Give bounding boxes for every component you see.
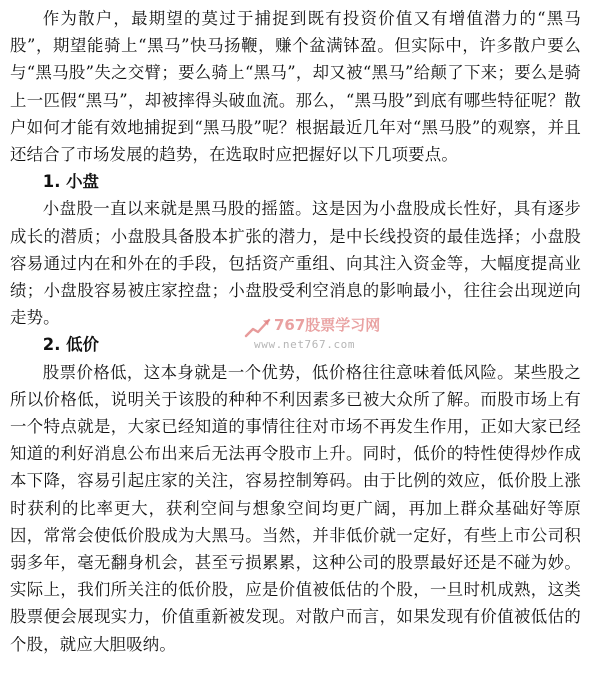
section-2-body: 股票价格低，这本身就是一个优势，低价格往往意味着低风险。某些股之所以价格低，说明关于该股的种种不利因素多已被大众所了解。而股市场上有一个特点就是，大家已经知道的事情往往对市场不再发生作用，正如大家已经知道的利好消息公布出来后无法再令股市上升。同时，低价的特性使得炒作成本下降，容易引起庄家的关注，容易控制筹码。由于比例的效应，低价股上涨时获利的比率更大，获利空间与想象空间均更广阔，再加上群众基础好等原因，常常会使低价股成为大黑马。当然，并非低价就一定好，有些上市公司积弱多年，毫无翻身机会，甚至亏损累累，这种公司的股票最好还是不碰为妙。实际上，我们所关注的低价股，应是价值被低估的个股，一旦时机成熟，这类股票便会展现实力，价值重新被发现。对散户而言，如果发现有价值被低估的个股，就应大胆吸纳。 [10,362,581,654]
intro-paragraph: 作为散户，最期望的莫过于捕捉到既有投资价值又有增值潜力的“黑马股”，期望能骑上“黑马”快马扬鞭，赚个盆满钵盈。但实际中，许多散户要么与“黑马股”失之交臂；要么骑上“黑马”，却又被“黑马”给颠了下来；要么是骑上一匹假“黑马”，却被摔得头破血流。那么，“黑马股”到底有哪些特征呢？散户如何才能有效地捕捉到“黑马股”呢？根据最近几年对“黑马股”的观察，并且还结合了市场发展的趋势，在选取时应把握好以下几项要点。 [10,9,581,165]
section-2-heading: 2. 低价 [42,335,99,355]
section-1-body: 小盘股一直以来就是黑马股的摇篮。这是因为小盘股成长性好，具有逐步成长的潜质；小盘股具备股本扩张的潜力，是中长线投资的最佳选择；小盘股容易通过内在和外在的手段，包括资产重组、向其注入资金等，大幅度提高业绩；小盘股容易被庄家控盘；小盘股受利空消息的影响最小，往往会出现逆向走势。 [10,199,581,328]
watermark-title: 767股票学习网 [274,316,381,334]
watermark-url: www.net767.com [254,338,356,351]
section-1-heading: 1. 小盘 [42,172,99,192]
